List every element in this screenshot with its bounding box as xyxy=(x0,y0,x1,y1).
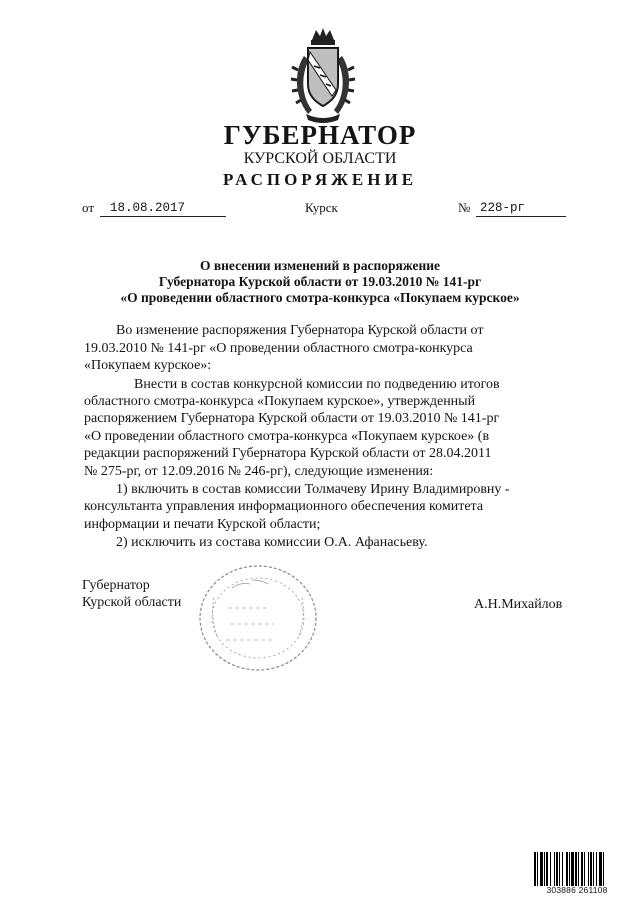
body-line: 1) включить в состав комиссии Толмачеву Ирину Владимировну - xyxy=(116,482,510,497)
body-line: Внести в состав конкурсной комиссии по подведению итогов xyxy=(134,377,500,392)
document-date: 18.08.2017 xyxy=(100,201,226,217)
body-line: 2) исключить из состава комиссии О.А. Афанасьеву. xyxy=(116,535,428,550)
date-prefix: от xyxy=(82,200,95,215)
signatory-region: Курской области xyxy=(82,595,182,610)
signatory-name: А.Н.Михайлов xyxy=(474,597,563,612)
body-line: Во изменение распоряжения Губернатора Курской области от xyxy=(116,323,484,338)
body-line: консультанта управления информационного обеспечения комитета xyxy=(84,499,484,514)
body-line: «О проведении областного смотра-конкурса «Покупаем курское» (в xyxy=(84,429,490,444)
subject-line-1: О внесении изменений в распоряжение xyxy=(199,258,441,273)
body-line: информации и печати Курской области; xyxy=(84,517,321,532)
body-line: редакции распоряжений Губернатора Курской области от 28.04.2011 xyxy=(84,446,492,461)
subject-line-3: «О проведении областного смотра-конкурса «Покупаем курское» xyxy=(120,290,520,305)
document-number: 228-рг xyxy=(476,201,566,217)
subject-line-2: Губернатора Курской области от 19.03.2010 № 141-рг xyxy=(158,274,482,289)
barcode-icon xyxy=(534,852,620,886)
coat-of-arms-icon xyxy=(290,26,356,126)
document-city: Курск xyxy=(305,200,338,215)
body-line: 19.03.2010 № 141-рг «О проведении областного смотра-конкурса xyxy=(84,341,473,356)
document-type: РАСПОРЯЖЕНИЕ xyxy=(222,170,418,189)
barcode-number: 303886 261108 xyxy=(546,885,608,895)
document-title: ГУБЕРНАТОР xyxy=(223,120,417,150)
body-line: «Покупаем курское»: xyxy=(84,358,212,373)
body-line: распоряжением Губернатора Курской области от 19.03.2010 № 141-рг xyxy=(84,411,500,426)
body-line: областного смотра-конкурса «Покупаем курское», утвержденный xyxy=(84,394,476,409)
signatory-title: Губернатор xyxy=(82,578,150,593)
document-subtitle: КУРСКОЙ ОБЛАСТИ xyxy=(243,150,397,167)
number-prefix: № xyxy=(458,200,471,215)
body-line: № 275-рг, от 12.09.2016 № 246-рг), следующие изменения: xyxy=(84,464,434,479)
stamp-icon xyxy=(192,558,322,678)
